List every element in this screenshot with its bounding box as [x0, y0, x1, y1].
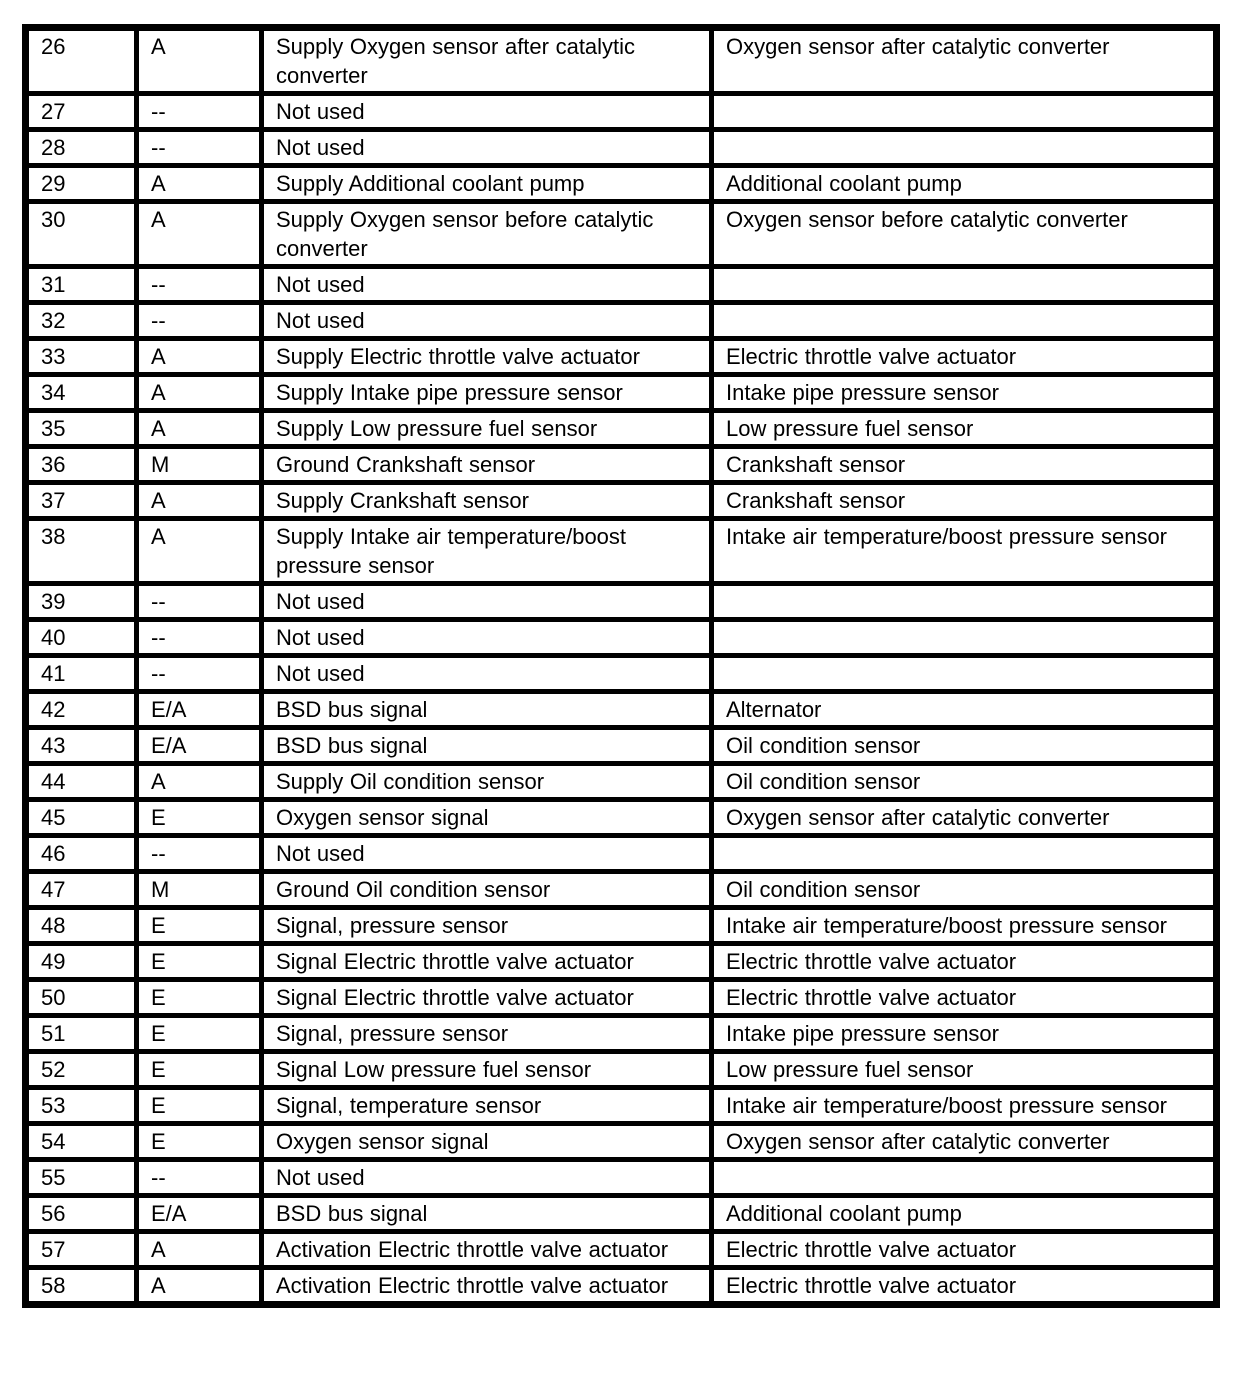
pin-component-cell: Oil condition sensor: [712, 872, 1217, 908]
table-row: [26, 620, 1217, 656]
pin-component-cell: Intake air temperature/boost pressure sensor: [712, 519, 1217, 584]
pin-component-cell: Additional coolant pump: [712, 1196, 1217, 1232]
pin-type-cell: A: [137, 202, 262, 267]
table-row: [26, 1232, 1217, 1268]
pin-type-cell: --: [137, 620, 262, 656]
pin-type-cell: --: [137, 836, 262, 872]
table-row: [26, 339, 1217, 375]
pin-type-cell: E: [137, 800, 262, 836]
table-row: [26, 202, 1217, 267]
pin-type-cell: E/A: [137, 728, 262, 764]
pin-component-cell: Alternator: [712, 692, 1217, 728]
pin-description-cell: Supply Intake pipe pressure sensor: [262, 375, 712, 411]
pin-type-cell: A: [137, 166, 262, 202]
pin-description-cell: BSD bus signal: [262, 1196, 712, 1232]
pin-type-cell: A: [137, 1232, 262, 1268]
table-row: [26, 1196, 1217, 1232]
pin-type-cell: A: [137, 1268, 262, 1305]
pin-description-cell: Not used: [262, 303, 712, 339]
pin-component-cell: Oil condition sensor: [712, 728, 1217, 764]
pin-type-cell: E: [137, 944, 262, 980]
pin-description-cell: Supply Oxygen sensor after catalytic converter: [262, 28, 712, 94]
pin-description-cell: Supply Crankshaft sensor: [262, 483, 712, 519]
table-row: [26, 800, 1217, 836]
table-row: [26, 447, 1217, 483]
pin-description-cell: Activation Electric throttle valve actuator: [262, 1232, 712, 1268]
pin-type-cell: A: [137, 339, 262, 375]
pin-component-cell: [712, 620, 1217, 656]
pin-number-cell: 40: [26, 620, 137, 656]
pin-component-cell: Low pressure fuel sensor: [712, 411, 1217, 447]
pin-description-cell: Not used: [262, 130, 712, 166]
pin-component-cell: Intake pipe pressure sensor: [712, 1016, 1217, 1052]
pin-component-cell: Electric throttle valve actuator: [712, 980, 1217, 1016]
pin-description-cell: Supply Additional coolant pump: [262, 166, 712, 202]
pin-component-cell: Crankshaft sensor: [712, 447, 1217, 483]
table-row: [26, 28, 1217, 94]
table-row: [26, 728, 1217, 764]
pin-number-cell: 49: [26, 944, 137, 980]
pin-number-cell: 33: [26, 339, 137, 375]
pin-number-cell: 44: [26, 764, 137, 800]
pin-component-cell: [712, 267, 1217, 303]
pin-component-cell: [712, 584, 1217, 620]
pin-component-cell: Electric throttle valve actuator: [712, 1232, 1217, 1268]
pin-number-cell: 30: [26, 202, 137, 267]
pin-number-cell: 41: [26, 656, 137, 692]
pin-description-cell: Not used: [262, 620, 712, 656]
pin-number-cell: 48: [26, 908, 137, 944]
pin-number-cell: 31: [26, 267, 137, 303]
pin-number-cell: 47: [26, 872, 137, 908]
table-row: [26, 1160, 1217, 1196]
pin-type-cell: --: [137, 94, 262, 130]
pin-component-cell: Oxygen sensor before catalytic converter: [712, 202, 1217, 267]
pin-description-cell: Signal, pressure sensor: [262, 908, 712, 944]
pin-description-cell: Not used: [262, 836, 712, 872]
pin-type-cell: A: [137, 519, 262, 584]
pin-number-cell: 32: [26, 303, 137, 339]
table-row: [26, 692, 1217, 728]
pin-component-cell: Intake air temperature/boost pressure sensor: [712, 908, 1217, 944]
pin-number-cell: 29: [26, 166, 137, 202]
pin-type-cell: A: [137, 411, 262, 447]
pin-component-cell: Electric throttle valve actuator: [712, 339, 1217, 375]
pin-number-cell: 34: [26, 375, 137, 411]
pin-type-cell: E: [137, 1052, 262, 1088]
pin-description-cell: Ground Crankshaft sensor: [262, 447, 712, 483]
pin-component-cell: Low pressure fuel sensor: [712, 1052, 1217, 1088]
table-row: [26, 980, 1217, 1016]
pin-description-cell: Activation Electric throttle valve actuator: [262, 1268, 712, 1305]
pin-description-cell: Signal, pressure sensor: [262, 1016, 712, 1052]
pin-component-cell: [712, 836, 1217, 872]
pin-number-cell: 43: [26, 728, 137, 764]
pin-component-cell: Oxygen sensor after catalytic converter: [712, 1124, 1217, 1160]
pin-component-cell: [712, 94, 1217, 130]
pin-description-cell: Signal Electric throttle valve actuator: [262, 980, 712, 1016]
pin-type-cell: --: [137, 303, 262, 339]
pin-type-cell: M: [137, 872, 262, 908]
pin-number-cell: 54: [26, 1124, 137, 1160]
pin-number-cell: 53: [26, 1088, 137, 1124]
pin-type-cell: E: [137, 1124, 262, 1160]
pin-type-cell: E: [137, 908, 262, 944]
pin-description-cell: BSD bus signal: [262, 692, 712, 728]
pin-description-cell: Supply Oil condition sensor: [262, 764, 712, 800]
pin-component-cell: [712, 130, 1217, 166]
pin-type-cell: --: [137, 656, 262, 692]
pin-type-cell: --: [137, 584, 262, 620]
pin-component-cell: Crankshaft sensor: [712, 483, 1217, 519]
table-row: [26, 584, 1217, 620]
pin-type-cell: A: [137, 483, 262, 519]
table-row: [26, 519, 1217, 584]
table-row: [26, 1268, 1217, 1305]
pin-number-cell: 45: [26, 800, 137, 836]
pin-description-cell: Not used: [262, 94, 712, 130]
pin-number-cell: 46: [26, 836, 137, 872]
pin-component-cell: [712, 303, 1217, 339]
pin-type-cell: A: [137, 764, 262, 800]
pin-description-cell: Supply Low pressure fuel sensor: [262, 411, 712, 447]
pin-component-cell: [712, 1160, 1217, 1196]
pin-number-cell: 38: [26, 519, 137, 584]
pin-number-cell: 28: [26, 130, 137, 166]
pin-number-cell: 26: [26, 28, 137, 94]
pin-component-cell: [712, 656, 1217, 692]
pin-number-cell: 57: [26, 1232, 137, 1268]
table-row: [26, 166, 1217, 202]
table-row: [26, 130, 1217, 166]
table-row: [26, 908, 1217, 944]
table-row: [26, 94, 1217, 130]
table-row: [26, 836, 1217, 872]
pin-type-cell: E/A: [137, 1196, 262, 1232]
pin-type-cell: E: [137, 1088, 262, 1124]
table-row: [26, 1016, 1217, 1052]
pin-component-cell: Intake air temperature/boost pressure sensor: [712, 1088, 1217, 1124]
pin-type-cell: E/A: [137, 692, 262, 728]
pin-number-cell: 35: [26, 411, 137, 447]
pin-number-cell: 50: [26, 980, 137, 1016]
pin-number-cell: 37: [26, 483, 137, 519]
pin-component-cell: Oil condition sensor: [712, 764, 1217, 800]
pin-component-cell: Electric throttle valve actuator: [712, 944, 1217, 980]
pin-number-cell: 56: [26, 1196, 137, 1232]
pin-component-cell: Electric throttle valve actuator: [712, 1268, 1217, 1305]
table-row: [26, 375, 1217, 411]
pin-description-cell: Supply Electric throttle valve actuator: [262, 339, 712, 375]
table-row: [26, 656, 1217, 692]
pin-description-cell: Oxygen sensor signal: [262, 800, 712, 836]
pin-number-cell: 39: [26, 584, 137, 620]
table-row: [26, 1052, 1217, 1088]
table-row: [26, 267, 1217, 303]
table-row: [26, 303, 1217, 339]
pin-description-cell: Oxygen sensor signal: [262, 1124, 712, 1160]
pin-number-cell: 36: [26, 447, 137, 483]
pin-type-cell: --: [137, 1160, 262, 1196]
table-row: [26, 411, 1217, 447]
pin-type-cell: E: [137, 980, 262, 1016]
pin-number-cell: 52: [26, 1052, 137, 1088]
table-row: [26, 1124, 1217, 1160]
pin-description-cell: Supply Intake air temperature/boost pressure sensor: [262, 519, 712, 584]
pin-description-cell: Signal, temperature sensor: [262, 1088, 712, 1124]
pin-type-cell: M: [137, 447, 262, 483]
table-row: [26, 872, 1217, 908]
pin-component-cell: Oxygen sensor after catalytic converter: [712, 28, 1217, 94]
pin-type-cell: --: [137, 267, 262, 303]
pin-type-cell: A: [137, 28, 262, 94]
pin-description-cell: Not used: [262, 656, 712, 692]
pin-description-cell: Signal Low pressure fuel sensor: [262, 1052, 712, 1088]
pin-number-cell: 42: [26, 692, 137, 728]
pin-component-cell: Additional coolant pump: [712, 166, 1217, 202]
pin-number-cell: 51: [26, 1016, 137, 1052]
pin-type-cell: E: [137, 1016, 262, 1052]
table-row: [26, 483, 1217, 519]
pin-number-cell: 27: [26, 94, 137, 130]
pin-description-cell: Not used: [262, 1160, 712, 1196]
pinout-table-body: [26, 28, 1217, 1305]
pinout-table: [22, 24, 1220, 1308]
pin-type-cell: A: [137, 375, 262, 411]
pin-description-cell: Supply Oxygen sensor before catalytic converter: [262, 202, 712, 267]
pin-component-cell: Oxygen sensor after catalytic converter: [712, 800, 1217, 836]
pin-description-cell: Not used: [262, 267, 712, 303]
table-row: [26, 764, 1217, 800]
pin-description-cell: BSD bus signal: [262, 728, 712, 764]
pin-description-cell: Signal Electric throttle valve actuator: [262, 944, 712, 980]
table-row: [26, 944, 1217, 980]
pin-description-cell: Ground Oil condition sensor: [262, 872, 712, 908]
table-row: [26, 1088, 1217, 1124]
pin-number-cell: 55: [26, 1160, 137, 1196]
pin-component-cell: Intake pipe pressure sensor: [712, 375, 1217, 411]
pin-number-cell: 58: [26, 1268, 137, 1305]
pin-description-cell: Not used: [262, 584, 712, 620]
pin-type-cell: --: [137, 130, 262, 166]
